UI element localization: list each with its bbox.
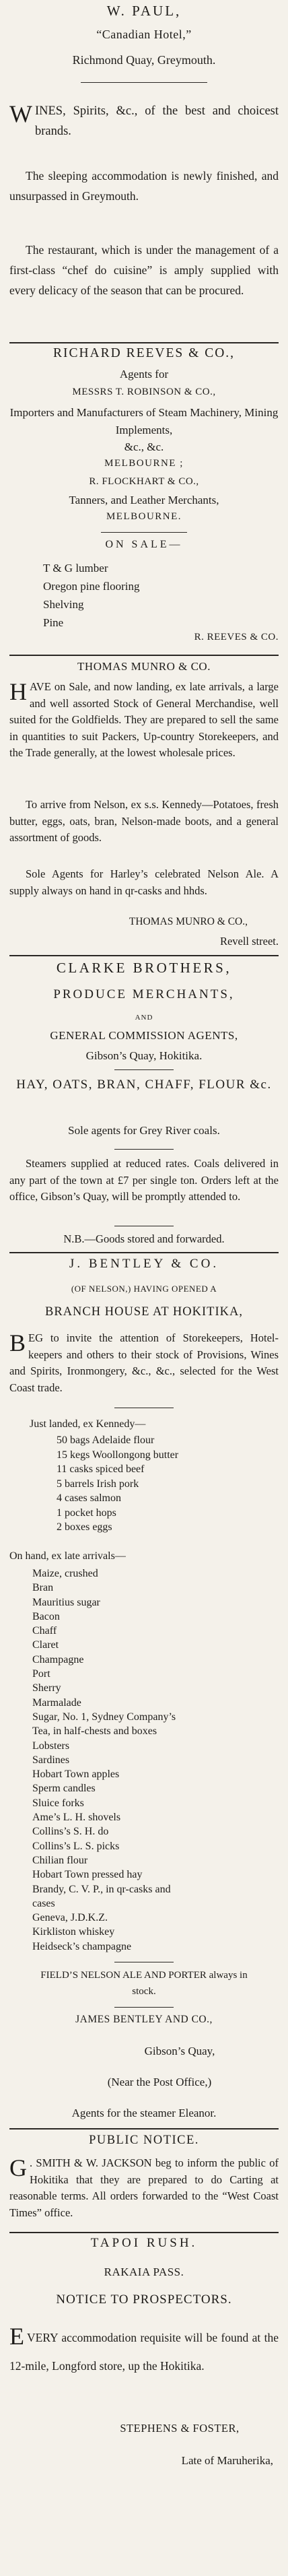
munro-title: THOMAS MUNRO & CO. <box>77 660 211 673</box>
list-item: Sperm candles <box>32 1783 96 1795</box>
bentley-landed-list <box>57 1433 279 1535</box>
reeves-on-sale: ON SALE— <box>105 539 183 550</box>
clarke-agents: Sole agents for Grey River coals. <box>68 1124 220 1137</box>
reeves-agency-1: MESSRS T. ROBINSON & CO., <box>72 387 216 397</box>
clarke-line-2: PRODUCE MERCHANTS, <box>53 987 235 1001</box>
munro-para-1: HAVE on Sale, and now landing, ex late arrivals, a large and well assorted Stock of General Merchandise, well suited for the Goldfields. They are prepared to sell the same in quantities to suit Packers, Up-country Storekeepers, and the Trade generally, at the lowest wholesale prices. <box>9 678 279 760</box>
tapoi-body: EVERY accommodation requisite will be found at the 12-mile, Longford store, up the Hokitika. <box>9 2323 279 2373</box>
list-item: 50 bags Adelaide flour <box>57 1434 155 1446</box>
munro-para-3: Sole Agents for Harley’s celebrated Nelson Ale. A supply always on hand in qr-casks and hhds. <box>9 867 279 897</box>
bentley-intro: BEG to invite the attention of Storekeepers, Hotel-keepers and others to their stock of Provisions, Wines and Spirits, Ironmongery, &c., &c., selected for the West Coast trade. <box>9 1329 279 1394</box>
paul-restaurant: The restaurant, which is under the management of a first-class “chef do cuisine” is amply supplied with every delicacy of the season that can be procured. <box>9 243 279 297</box>
reeves-agency-1-city: MELBOURNE ; <box>104 458 184 469</box>
reeves-agency-2-city: MELBOURNE. <box>106 511 182 522</box>
clarke-and: AND <box>135 1014 153 1022</box>
list-item: Geneva, J.D.K.Z. <box>32 1912 108 1924</box>
list-item: 4 cases salmon <box>57 1492 121 1504</box>
divider <box>114 1149 174 1150</box>
reeves-agency-2-desc: Tanners, and Leather Merchants, <box>69 494 219 506</box>
paul-address: Richmond Quay, Greymouth. <box>72 53 216 67</box>
list-item: T & G lumber <box>43 562 108 574</box>
list-item: Marmalade <box>32 1696 81 1709</box>
list-item: Hobart Town pressed hay <box>32 1869 143 1881</box>
list-item: Sluice forks <box>32 1797 84 1809</box>
divider <box>9 955 279 956</box>
reeves-signature: R. REEVES & CO. <box>194 632 279 642</box>
list-item: Oregon pine flooring <box>43 580 140 593</box>
divider <box>9 2232 279 2233</box>
tapoi-title: TAPOI RUSH. <box>90 2236 198 2250</box>
list-item: Collins’s L. S. picks <box>32 1840 120 1852</box>
divider <box>9 1252 279 1253</box>
munro-para-2: To arrive from Nelson, ex s.s. Kennedy—Potatoes, fresh butter, eggs, oats, bran, Nelson-made boots, and a general assortment of goods. <box>9 798 279 845</box>
munro-signature: THOMAS MUNRO & CO., <box>129 916 248 927</box>
list-item: Lobsters <box>32 1740 70 1752</box>
paul-wines: WINES, Spirits, &c., of the best and choicest brands. <box>9 100 279 138</box>
list-item: Claret <box>32 1639 59 1651</box>
drop-cap: E <box>9 2323 24 2350</box>
list-item: Collins’s S. H. do <box>32 1826 109 1838</box>
public-notice-body: G . SMITH & W. JACKSON beg to inform the public of Hokitika that they are prepared to do Carting at reasonable terms. All orders forwarded to the “West Coast Times” office. <box>9 2154 279 2219</box>
list-item: Champagne <box>32 1653 84 1665</box>
list-item: Heidseck’s champagne <box>32 1940 132 1952</box>
bentley-landed-heading: Just landed, ex Kennedy— <box>30 1418 146 1430</box>
list-item: Hobart Town apples <box>32 1769 120 1781</box>
reeves-name: RICHARD REEVES & CO., <box>52 346 236 360</box>
bentley-address-2: (Near the Post Office,) <box>107 2076 212 2088</box>
clarke-line-3: GENERAL COMMISSION AGENTS, <box>50 1029 238 1042</box>
clarke-goods: HAY, OATS, BRAN, CHAFF, FLOUR &c. <box>16 1078 272 1092</box>
munro-address: Revell street. <box>219 935 279 948</box>
list-item: 15 kegs Woollongong butter <box>57 1449 179 1461</box>
drop-cap: B <box>9 1329 26 1356</box>
clarke-steamers: Steamers supplied at reduced rates. Coals delivered in any part of the town at £7 per single ton. Orders left at the office, Gibson’s Quay, will be promptly attended to. <box>9 1157 279 1203</box>
bentley-onhand-list <box>32 1566 279 1954</box>
clarke-title: CLARKE BROTHERS, <box>56 960 232 976</box>
paul-name: W. PAUL, <box>106 3 182 19</box>
tapoi-signature: STEPHENS & FOSTER, <box>120 2422 240 2435</box>
bentley-agents: Agents for the steamer Eleanor. <box>71 2107 217 2119</box>
list-item: Sugar, No. 1, Sydney Company’s <box>32 1711 176 1723</box>
clarke-address: Gibson’s Quay, Hokitika. <box>85 1049 203 1062</box>
tapoi-location: RAKAIA PASS. <box>104 2266 184 2278</box>
list-item: cases <box>32 1897 55 1909</box>
list-item: 2 boxes eggs <box>57 1521 112 1533</box>
divider <box>9 655 279 656</box>
list-item: Mauritius sugar <box>32 1596 100 1608</box>
bentley-title: J. BENTLEY & CO. <box>69 1257 219 1271</box>
reeves-agency-1-desc: Importers and Manufacturers of Steam Machinery, Mining Implements, <box>9 406 279 436</box>
bentley-subtitle: (OF NELSON,) HAVING OPENED A <box>71 1284 217 1294</box>
divider <box>9 2128 279 2129</box>
list-item: Pine <box>43 616 64 629</box>
bentley-onhand-heading: On hand, ex late arrivals— <box>9 1550 126 1562</box>
list-item: Tea, in half-chests and boxes <box>32 1725 157 1738</box>
list-item: Port <box>32 1668 50 1680</box>
list-item: Brandy, C. V. P., in qr-casks and <box>32 1883 171 1895</box>
list-item: Sardines <box>32 1754 70 1766</box>
list-item: Chaff <box>32 1625 57 1637</box>
paul-hotel: “Canadian Hotel,” <box>96 28 192 41</box>
reeves-items-list <box>43 559 279 632</box>
bentley-ale: FIELD’S NELSON ALE AND PORTER always in stock. <box>40 1970 248 1997</box>
drop-cap: W <box>9 100 32 127</box>
divider <box>101 532 187 533</box>
list-item: 5 barrels Irish pork <box>57 1478 139 1490</box>
list-item: Shelving <box>43 598 84 611</box>
list-item: Ame’s L. H. shovels <box>32 1812 121 1824</box>
public-notice-title: PUBLIC NOTICE. <box>89 2134 199 2147</box>
reeves-agents-for: Agents for <box>119 368 169 381</box>
divider <box>81 82 207 83</box>
list-item: Bacon <box>32 1610 60 1622</box>
reeves-agency-1-etc: &c., &c. <box>124 440 164 453</box>
list-item: Maize, crushed <box>32 1568 98 1579</box>
tapoi-notice: NOTICE TO PROSPECTORS. <box>56 2292 232 2307</box>
reeves-agency-2: R. FLOCKHART & CO., <box>89 476 199 487</box>
divider <box>114 2007 174 2008</box>
bentley-signature: JAMES BENTLEY AND CO., <box>75 2014 213 2025</box>
tapoi-late-of: Late of Maruherika, <box>181 2454 273 2467</box>
paul-sleeping: The sleeping accommodation is newly finished, and unsurpassed in Greymouth. <box>9 169 279 203</box>
clarke-note: N.B.—Goods stored and forwarded. <box>63 1232 225 1245</box>
drop-cap: G <box>9 2154 27 2181</box>
list-item: Chilian flour <box>32 1854 88 1866</box>
bentley-branch: BRANCH HOUSE AT HOKITIKA, <box>45 1305 243 1319</box>
list-item: 1 pocket hops <box>57 1507 116 1519</box>
list-item: Kirkliston whiskey <box>32 1926 115 1938</box>
bentley-address: Gibson’s Quay, <box>144 2045 215 2057</box>
list-item: Sherry <box>32 1682 61 1694</box>
list-item: Bran <box>32 1582 54 1594</box>
divider <box>114 1069 174 1070</box>
drop-cap: H <box>9 678 27 705</box>
list-item: 11 casks spiced beef <box>57 1463 145 1475</box>
divider <box>9 342 279 343</box>
